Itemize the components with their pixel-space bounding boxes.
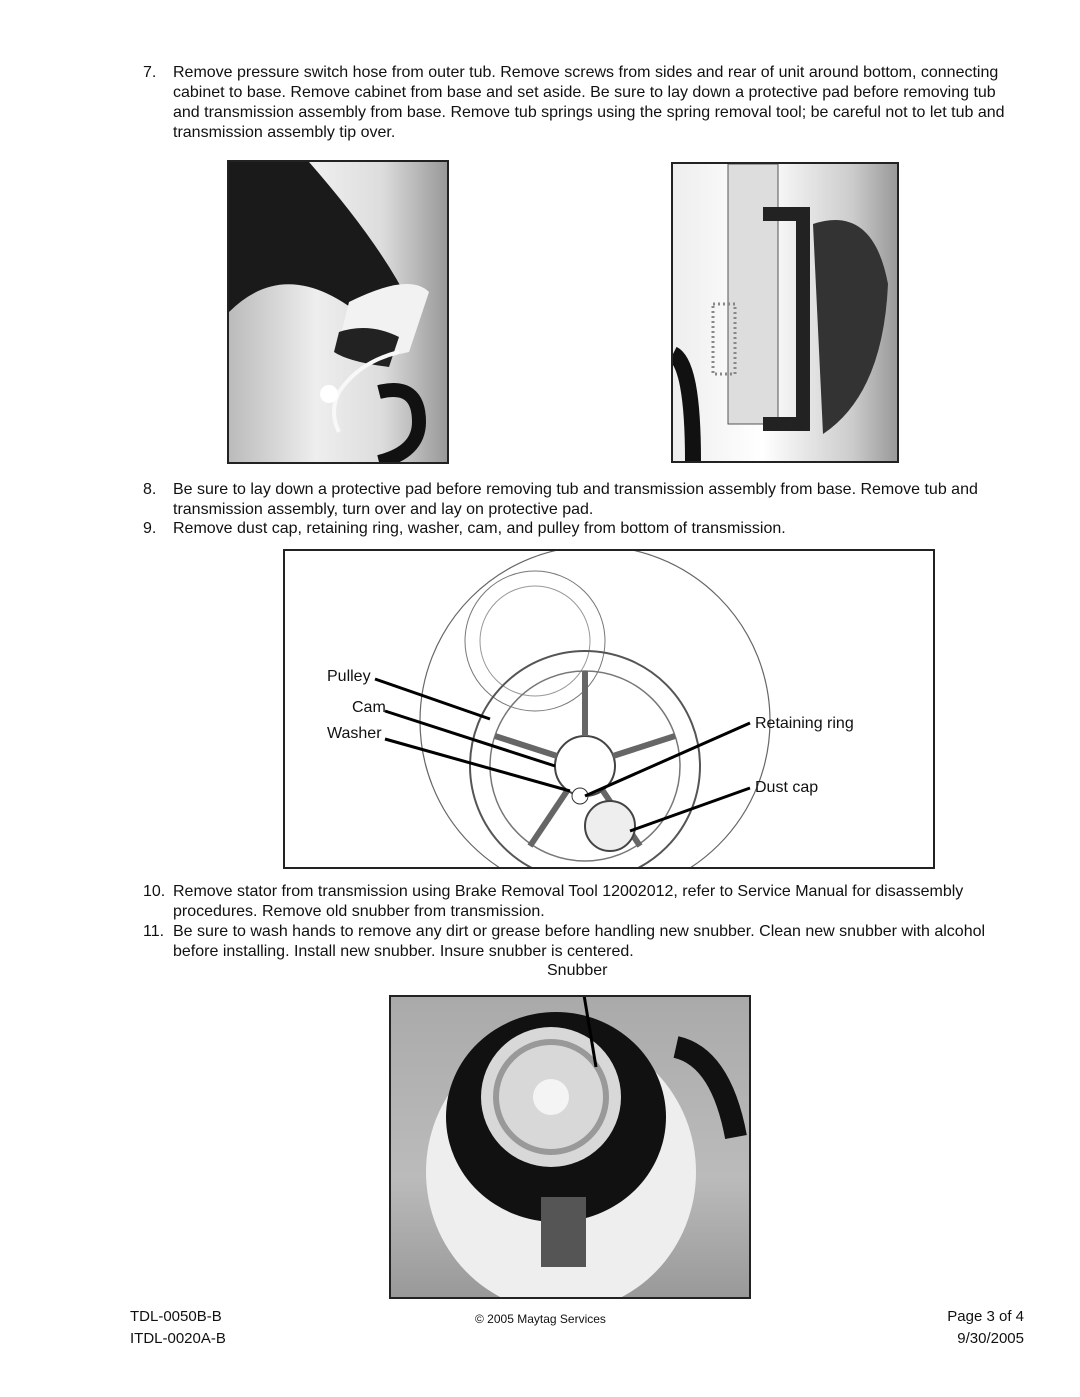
step-text: Remove pressure switch hose from outer tub. Remove screws from sides and rear of unit around bottom, connecting cabinet to base. Remove cabinet from base and set aside. Be sure to lay down a protective pad before removing tub and transmission assembly from base. Remove tub springs using the spring removal tool; be careful not to let tub and transmission assembly tip over. <box>173 64 1005 141</box>
step-11 <box>143 922 1023 962</box>
doc-number-alt: ITDL-0020A-B <box>130 1330 226 1347</box>
step-text: Be sure to lay down a protective pad before removing tub and transmission assembly from base. Remove tub and transmission assembly, turn over and lay on protective pad. <box>173 481 978 518</box>
pulley-diagram <box>283 549 935 869</box>
footer-page-info <box>947 1306 1024 1350</box>
copyright: © 2005 Maytag Services <box>475 1312 606 1326</box>
step-text: Remove stator from transmission using Brake Removal Tool 12002012, refer to Service Manual for disassembly procedures. Remove old snubber from transmission. <box>173 883 964 920</box>
page-number: Page 3 of 4 <box>947 1308 1024 1325</box>
footer-doc-ids <box>130 1306 226 1350</box>
photo-snubber <box>389 995 751 1299</box>
photo-pressure-hose <box>227 160 449 464</box>
step-number: 7. <box>143 64 157 81</box>
step-7 <box>143 63 1023 143</box>
step-9 <box>143 519 1023 539</box>
label-retaining-ring: Retaining ring <box>755 715 854 732</box>
document-date: 9/30/2005 <box>957 1330 1024 1347</box>
step-number: 9. <box>143 520 157 537</box>
step-number: 10. <box>143 883 166 900</box>
label-washer: Washer <box>327 725 382 742</box>
label-snubber: Snubber <box>547 962 608 979</box>
label-dust-cap: Dust cap <box>755 779 819 796</box>
step-text: Be sure to wash hands to remove any dirt or grease before handling new snubber. Clean new snubber with alcohol before installing. Install new snubber. Insure snubber is centered. <box>173 923 986 960</box>
step-8 <box>143 480 1023 520</box>
step-text: Remove dust cap, retaining ring, washer, cam, and pulley from bottom of transmission. <box>173 520 786 537</box>
doc-number: TDL-0050B-B <box>130 1308 222 1325</box>
step-10 <box>143 882 1023 922</box>
label-cam: Cam <box>352 699 386 716</box>
label-pulley: Pulley <box>327 668 371 685</box>
step-number: 11. <box>143 923 165 940</box>
step-number: 8. <box>143 481 157 498</box>
photo-spring-removal <box>671 162 899 463</box>
